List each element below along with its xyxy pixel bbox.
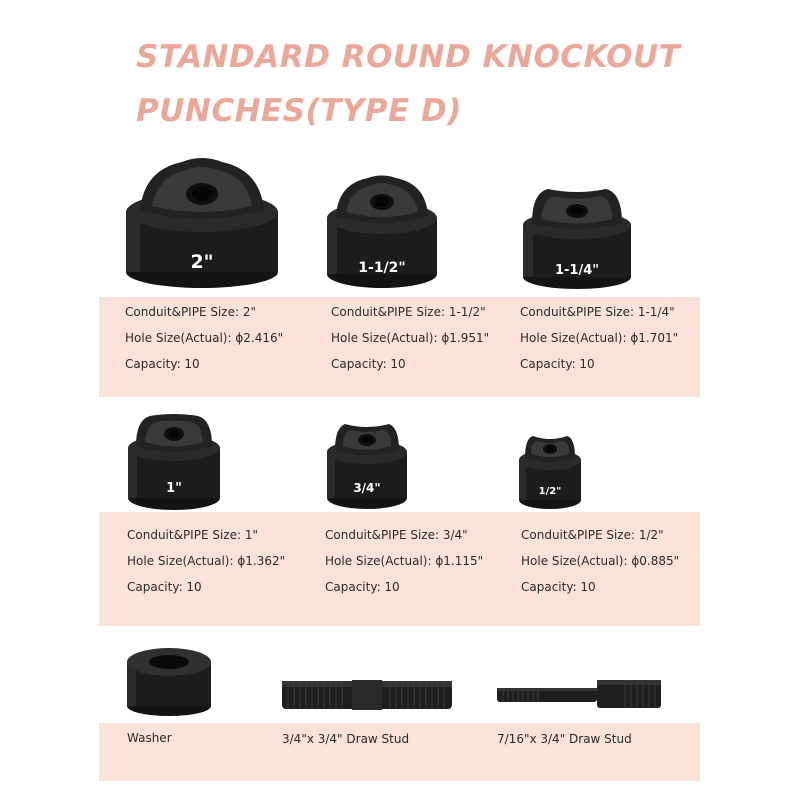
hole-size: Hole Size(Actual): ϕ1.951" xyxy=(331,331,490,345)
draw-stud-3-4-image xyxy=(280,675,455,715)
conduit-size: Conduit&PIPE Size: 2" xyxy=(125,305,256,319)
punch-image-1-2in xyxy=(515,432,585,512)
hole-size: Hole Size(Actual): ϕ0.885" xyxy=(521,554,680,568)
spec-block-2in xyxy=(125,299,283,377)
punch-size-label: 1-1/4" xyxy=(554,263,600,278)
conduit-size: Conduit&PIPE Size: 1" xyxy=(127,528,258,542)
conduit-size: Conduit&PIPE Size: 1-1/2" xyxy=(331,305,486,319)
hole-size: Hole Size(Actual): ϕ1.115" xyxy=(325,554,484,568)
punch-size-label: 2" xyxy=(190,251,214,273)
draw-stud-7-16-label: 7/16"x 3/4" Draw Stud xyxy=(497,732,632,746)
punch-image-1-1-2in xyxy=(322,170,442,290)
punch-size-label: 1" xyxy=(166,481,182,496)
title-line-2: PUNCHES(TYPE D) xyxy=(136,93,462,129)
spec-block-1-1-4in xyxy=(520,299,678,377)
capacity: Capacity: 10 xyxy=(520,357,595,371)
conduit-size: Conduit&PIPE Size: 1-1/4" xyxy=(520,305,675,319)
draw-stud-7-16-image xyxy=(495,676,670,712)
hole-size: Hole Size(Actual): ϕ1.362" xyxy=(127,554,286,568)
hole-size: Hole Size(Actual): ϕ2.416" xyxy=(125,331,284,345)
capacity: Capacity: 10 xyxy=(331,357,406,371)
draw-stud-3-4-label: 3/4"x 3/4" Draw Stud xyxy=(282,732,410,746)
spec-block-3-4in xyxy=(325,522,483,600)
capacity: Capacity: 10 xyxy=(325,580,400,594)
punch-size-label: 1/2" xyxy=(538,486,562,497)
punch-image-1-1-4in xyxy=(518,185,636,290)
spec-block-1-2in xyxy=(521,522,679,600)
punch-image-3-4in xyxy=(323,418,411,510)
punch-size-label: 1-1/2" xyxy=(358,260,406,276)
washer-image xyxy=(124,642,214,718)
spec-block-1-1-2in xyxy=(331,299,489,377)
conduit-size: Conduit&PIPE Size: 1/2" xyxy=(521,528,664,542)
title-line-1: STANDARD ROUND KNOCKOUT xyxy=(136,39,681,75)
punch-size-label: 3/4" xyxy=(353,481,381,495)
capacity: Capacity: 10 xyxy=(125,357,200,371)
capacity: Capacity: 10 xyxy=(127,580,202,594)
capacity: Capacity: 10 xyxy=(521,580,596,594)
conduit-size: Conduit&PIPE Size: 3/4" xyxy=(325,528,468,542)
punch-image-1in xyxy=(124,410,224,510)
hole-size: Hole Size(Actual): ϕ1.701" xyxy=(520,331,679,345)
punch-image-2in xyxy=(122,150,282,290)
page-title xyxy=(136,30,776,138)
spec-block-1in xyxy=(127,522,285,600)
washer-label: Washer xyxy=(127,731,172,745)
